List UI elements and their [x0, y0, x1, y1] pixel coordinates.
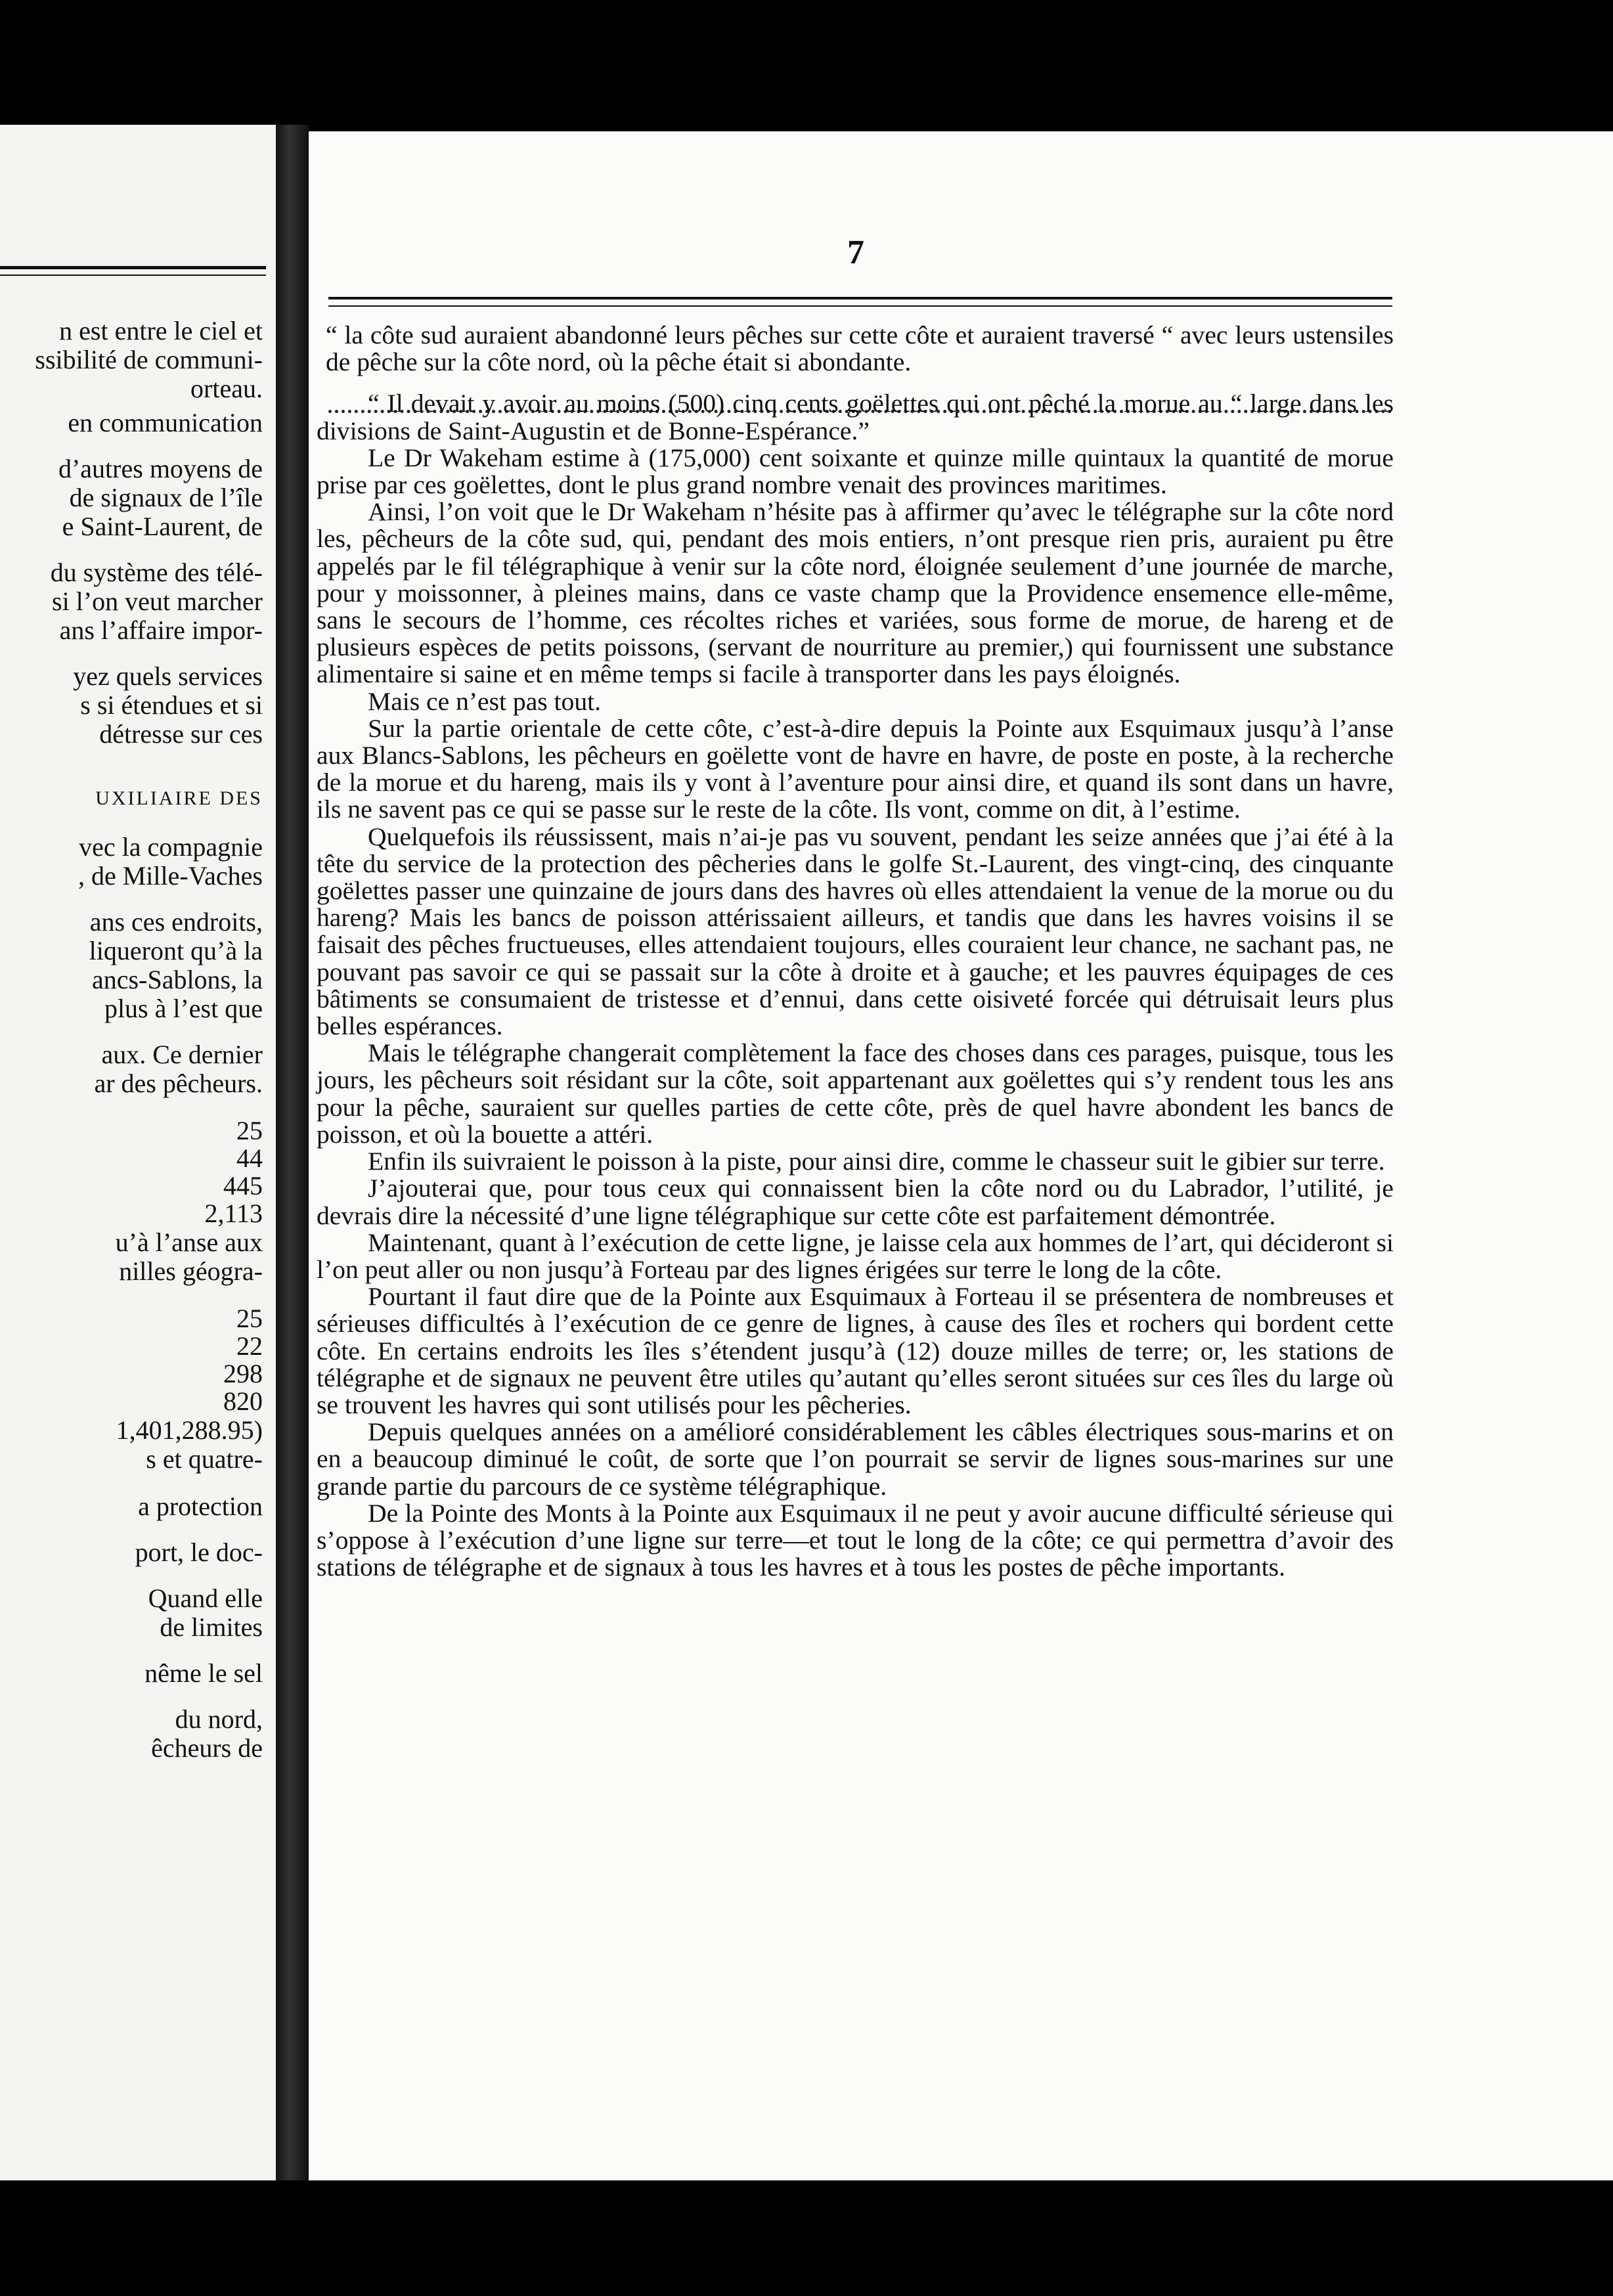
right-page	[309, 131, 1613, 2180]
left-page-line: ar des pêcheurs.	[94, 1069, 263, 1098]
left-page-line: 22	[236, 1332, 263, 1361]
left-page-line: du nord,	[175, 1705, 263, 1734]
left-page-line: ancs-Sablons, la	[92, 965, 263, 994]
left-page-line: 2,113	[204, 1199, 263, 1228]
left-page-line: e Saint-Laurent, de	[62, 512, 263, 541]
book-spine	[276, 125, 309, 2180]
left-page-line: ans l’affaire impor-	[59, 616, 263, 645]
left-page-line: 1,401,288.95)	[116, 1416, 263, 1445]
left-page-line: u’à l’anse aux	[115, 1228, 263, 1257]
left-page-line: plus à l’est que	[104, 994, 263, 1023]
left-page-fragment	[0, 125, 280, 2180]
page-number: 7	[847, 234, 864, 271]
left-page-line: orteau.	[190, 374, 263, 403]
left-page-line: détresse sur ces	[99, 720, 263, 749]
paragraph: Mais ce n’est pas tout.	[368, 686, 602, 716]
paragraph: Enfin ils suivraient le poisson à la piste, pour ainsi dire, comme le chasseur suit le gibier sur terre.	[368, 1147, 1385, 1176]
left-page-line: 44	[236, 1144, 263, 1173]
header-rule-thin	[328, 305, 1392, 307]
paragraph: Quelquefois ils réussissent, mais n’ai-je pas vu souvent, pendant les seize années que j’ai été à la tête du service de la protection des pêcheries dans le golfe St.-Laurent, des vingt-cinq, des cinquante goëlettes passer une quinzaine de jours dans des havres où elles attendaient la venue de la morue ou du hareng? Mais les bancs de poisson attérissaient ailleurs, et tandis que dans les havres voisins il se faisait des pêches fructueuses, elles attendaient toujours, elles couraient leur chance, ne sachant pas, ne pouvant pas savoir ce qui se passait sur la côte à droite et à gauche; et les pauvres équipages de ces bâtiments se consumaient de tristesse et d’ennui, dans cette oisiveté forcée qui détruisait leurs plus belles espérances.	[317, 822, 1394, 1041]
left-page-line: 25	[236, 1304, 263, 1333]
left-page-line: en communication	[68, 408, 263, 437]
paragraph: De la Pointe des Monts à la Pointe aux Esquimaux il ne peut y avoir aucune difficulté sérieuse qui s’oppose à l’exécution d’une ligne sur terre—et tout le long de la côte; ce qui permettra d’avoir des stations de télégraphe et de signaux à tous les havres et à tous les postes de pêche importants.	[317, 1498, 1394, 1582]
left-page-line: a protection	[138, 1492, 263, 1521]
left-page-line: aux. Ce dernier	[101, 1040, 263, 1069]
paragraph: Le Dr Wakeham estime à (175,000) cent soixante et quinze mille quintaux la quantité de morue prise par ces goëlettes, dont le plus grand nombre venait des provinces maritimes.	[317, 443, 1394, 500]
left-page-line: êcheurs de	[151, 1734, 263, 1763]
paragraph: “ la côte sud auraient abandonné leurs pêches sur cette côte et auraient traversé “ avec leurs ustensiles de pêche sur la côte nord, où la pêche était si abondante.	[326, 320, 1394, 377]
paragraph: “ Il devait y avoir au moins (500) cinq cents goëlettes qui ont pêché la morue au “ large dans les divisions de Saint-Augustin et de Bonne-Espérance.”	[317, 389, 1394, 445]
left-header-rule	[0, 266, 266, 269]
left-page-line: UXILIAIRE DES	[95, 787, 263, 809]
left-page-line: nilles géogra-	[119, 1257, 263, 1286]
left-page-line: 25	[236, 1116, 263, 1145]
body-text	[317, 322, 1394, 1581]
left-page-line: , de Mille-Vaches	[77, 862, 263, 891]
left-page-line: du système des télé-	[50, 558, 263, 587]
left-page-line: 820	[223, 1387, 263, 1416]
paragraph: Pourtant il faut dire que de la Pointe aux Esquimaux à Forteau il se présentera de nombreuses et sérieuses difficultés à l’exécution de ce genre de lignes, à cause des îles et rochers qui bordent cette côte. En certains endroits les îles s’étendent jusqu’à (12) douze milles de terre; or, les stations de télégraphe et de signaux ne peuvent être utiles qu’autant qu’elles seront situées sur ces îles du large où se trouvent les havres qui sont utilisés pour les pêcheries.	[317, 1282, 1394, 1419]
paragraph: Sur la partie orientale de cette côte, c’est-à-dire depuis la Pointe aux Esquimaux jusqu’à l’anse aux Blancs-Sablons, les pêcheurs en goëlette vont de havre en havre, de poste en poste, à la recherche de la morue et du hareng, mais ils y vont à l’aventure pour ainsi dire, et quand ils sont dans un havre, ils ne savent pas ce qui se passe sur le reste de la côte. Ils vont, comme on dit, à l’estime.	[317, 713, 1394, 824]
left-page-line: de signaux de l’île	[69, 483, 263, 512]
paragraph: Depuis quelques années on a amélioré considérablement les câbles électriques sous-marins et on en a beaucoup diminué le coût, de sorte que l’on pourrait se servir de lignes sous-marines sur une grande partie du parcours de ce système télégraphique.	[317, 1417, 1394, 1501]
left-header-rule-thin	[0, 275, 266, 276]
paragraph: Mais le télégraphe changerait complètement la face des choses dans ces parages, puisque, tous les jours, les pêcheurs soit résidant sur la côte, soit appartenant aux goëlettes qui s’y rendent tous les ans pour la pêche, sauraient sur quelles parties de cette côte, près de quel havre abondent les bancs de poisson, et où la bouette a attéri.	[317, 1038, 1394, 1149]
header-rule	[328, 297, 1392, 299]
paragraph: Maintenant, quant à l’exécution de cette ligne, je laisse cela aux hommes de l’art, qui décideront si l’on peut aller ou non jusqu’à Forteau par des lignes érigées sur terre le long de la côte.	[317, 1227, 1394, 1284]
left-page-line: vec la compagnie	[79, 833, 263, 862]
left-page-line: n est entre le ciel et	[59, 317, 263, 345]
left-page-line: s et quatre-	[146, 1445, 263, 1474]
left-page-line: nême le sel	[144, 1659, 263, 1688]
left-page-line: ssibilité de communi-	[35, 345, 263, 374]
left-page-line: port, le doc-	[135, 1538, 263, 1567]
left-page-line: 445	[223, 1172, 263, 1201]
left-page-line: Quand elle	[148, 1584, 263, 1613]
left-page-line: d’autres moyens de	[58, 454, 263, 483]
left-page-line: ans ces endroits,	[89, 908, 263, 937]
left-page-line: de limites	[160, 1613, 263, 1642]
left-page-line: yez quels services	[73, 662, 263, 691]
paragraph: Ainsi, l’on voit que le Dr Wakeham n’hésite pas à affirmer qu’avec le télégraphe sur la côte nord les, pêcheurs de la côte sud, qui, pendant des mois entiers, n’ont presque rien pris, auraient pu être appelés par le fil télégraphique à venir sur la côte nord, éloignée seulement d’une journée de marche, pour y moissonner, à pleines mains, dans ce vaste champ que la Providence ensemence elle-même, sans le secours de l’homme, ces récoltes riches et variées, sous forme de morue, de hareng et de plusieurs espèces de petits poissons, (servant de nourriture au premier,) qui fournissent une substance alimentaire si saine et en même temps si facile à transporter dans les pays éloignés.	[317, 497, 1394, 689]
left-page-line: s si étendues et si	[80, 691, 263, 720]
paragraph: J’ajouterai que, pour tous ceux qui connaissent bien la côte nord ou du Labrador, l’utilité, je devrais dire la nécessité d’une ligne télégraphique sur cette côte est parfaitement démontrée.	[317, 1174, 1394, 1230]
left-page-line: liqueront qu’à la	[89, 937, 263, 965]
left-page-line: 298	[223, 1359, 263, 1388]
left-page-line: si l’on veut marcher	[52, 587, 263, 616]
